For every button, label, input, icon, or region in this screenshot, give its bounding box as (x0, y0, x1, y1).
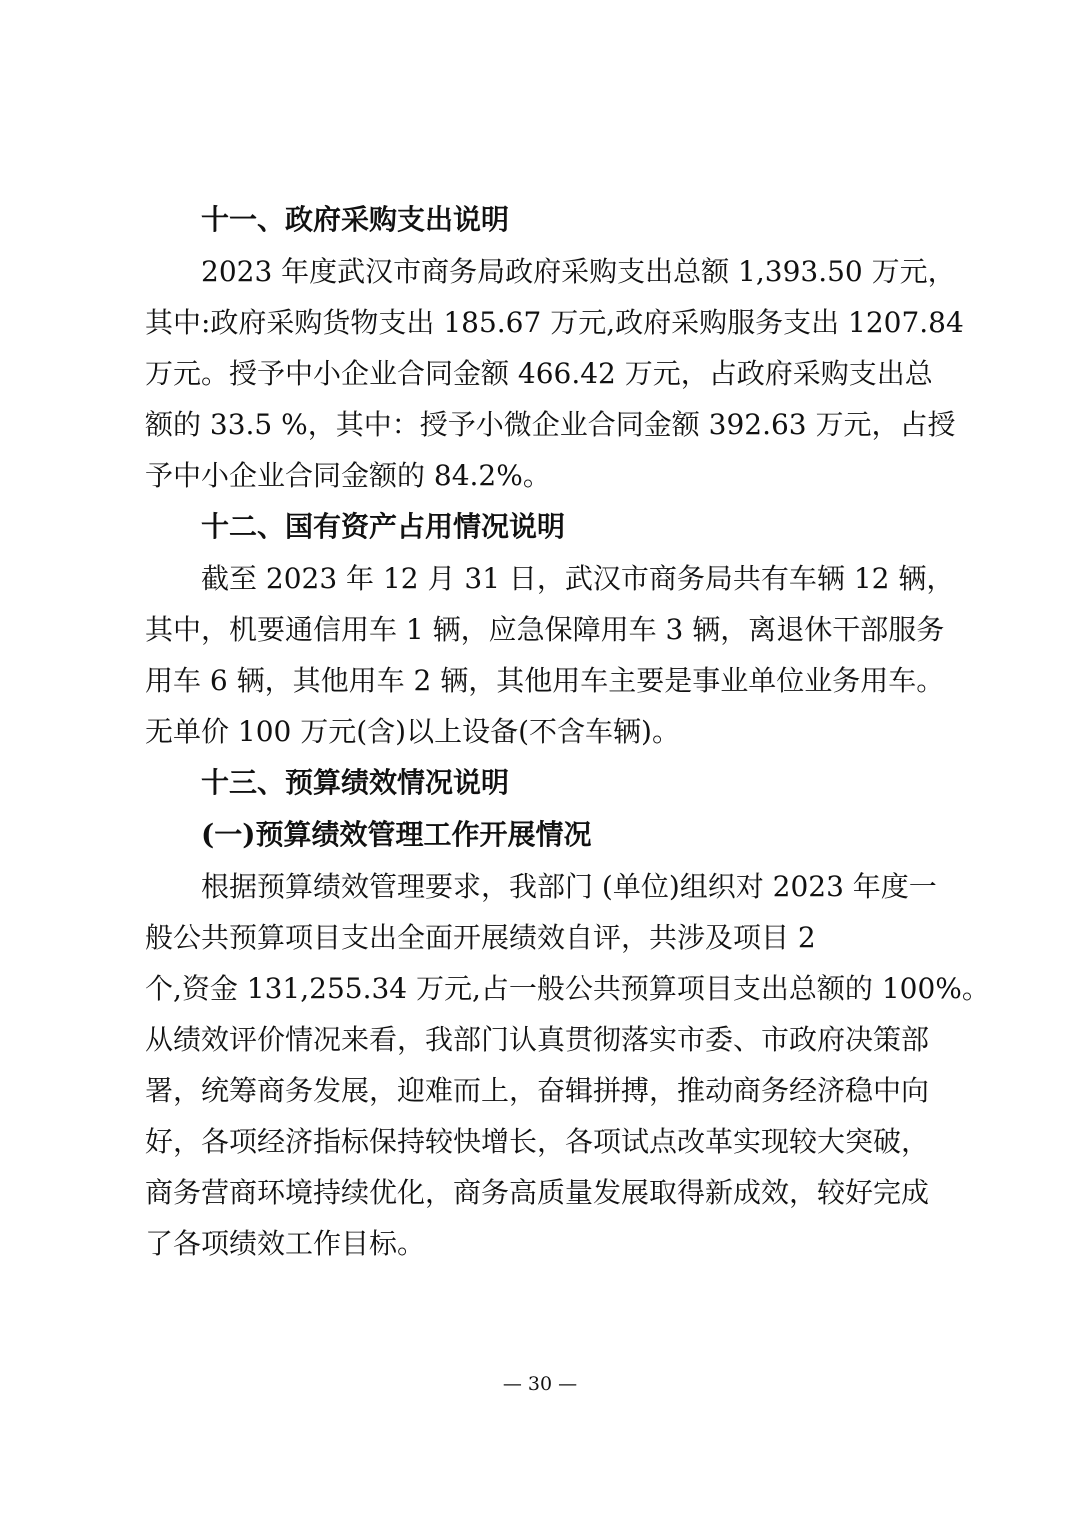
document-body (145, 194, 990, 1269)
text-line: 署，统筹商务发展，迎难而上，奋辑拼搏，推动商务经济稳中向 (145, 1074, 930, 1107)
sub-heading-performance-management: (一)预算绩效管理工作开展情况 (201, 818, 592, 851)
section-heading-13: 十三、预算绩效情况说明 (201, 766, 510, 799)
text-line: 用车 6 辆，其他用车 2 辆，其他用车主要是事业单位业务用车。 (145, 664, 945, 697)
section-heading-11: 十一、政府采购支出说明 (201, 203, 510, 236)
paragraph-state-assets (145, 553, 955, 757)
text-line: 好，各项经济指标保持较快增长，各项试点改革实现较大突破， (145, 1125, 930, 1158)
section-heading-12: 十二、国有资产占用情况说明 (201, 510, 566, 543)
text-line: 根据预算绩效管理要求，我部门 (单位)组织对 2023 年度一 (201, 870, 937, 903)
text-line: 2023 年度武汉市商务局政府采购支出总额 1,393.50 万元， (201, 255, 956, 288)
text-line: 了各项绩效工作目标。 (145, 1227, 426, 1260)
page-number: — 30 — (502, 1373, 578, 1395)
text-line: 个,资金 131,255.34 万元,占一般公共预算项目支出总额的 100%。 (145, 972, 990, 1005)
text-line: 截至 2023 年 12 月 31 日，武汉市商务局共有车辆 12 辆， (201, 562, 955, 595)
text-line: 额的 33.5 %，其中：授予小微企业合同金额 392.63 万元，占授 (145, 408, 956, 441)
text-line: 商务营商环境持续优化，商务高质量发展取得新成效，较好完成 (145, 1176, 930, 1209)
text-line: 万元。授予中小企业合同金额 466.42 万元，占政府采购支出总 (145, 357, 933, 390)
text-line: 无单价 100 万元(含)以上设备(不含车辆)。 (145, 715, 680, 748)
text-line: 般公共预算项目支出全面开展绩效自评，共涉及项目 2 (145, 921, 816, 954)
paragraph-budget-performance (145, 861, 990, 1269)
text-line: 其中，机要通信用车 1 辆，应急保障用车 3 辆，离退休干部服务 (145, 613, 945, 646)
text-line: 予中小企业合同金额的 84.2%。 (145, 459, 551, 492)
text-line: 其中:政府采购货物支出 185.67 万元,政府采购服务支出 1207.84 (145, 306, 964, 339)
paragraph-government-procurement (145, 246, 964, 501)
text-line: 从绩效评价情况来看，我部门认真贯彻落实市委、市政府决策部 (145, 1023, 930, 1056)
